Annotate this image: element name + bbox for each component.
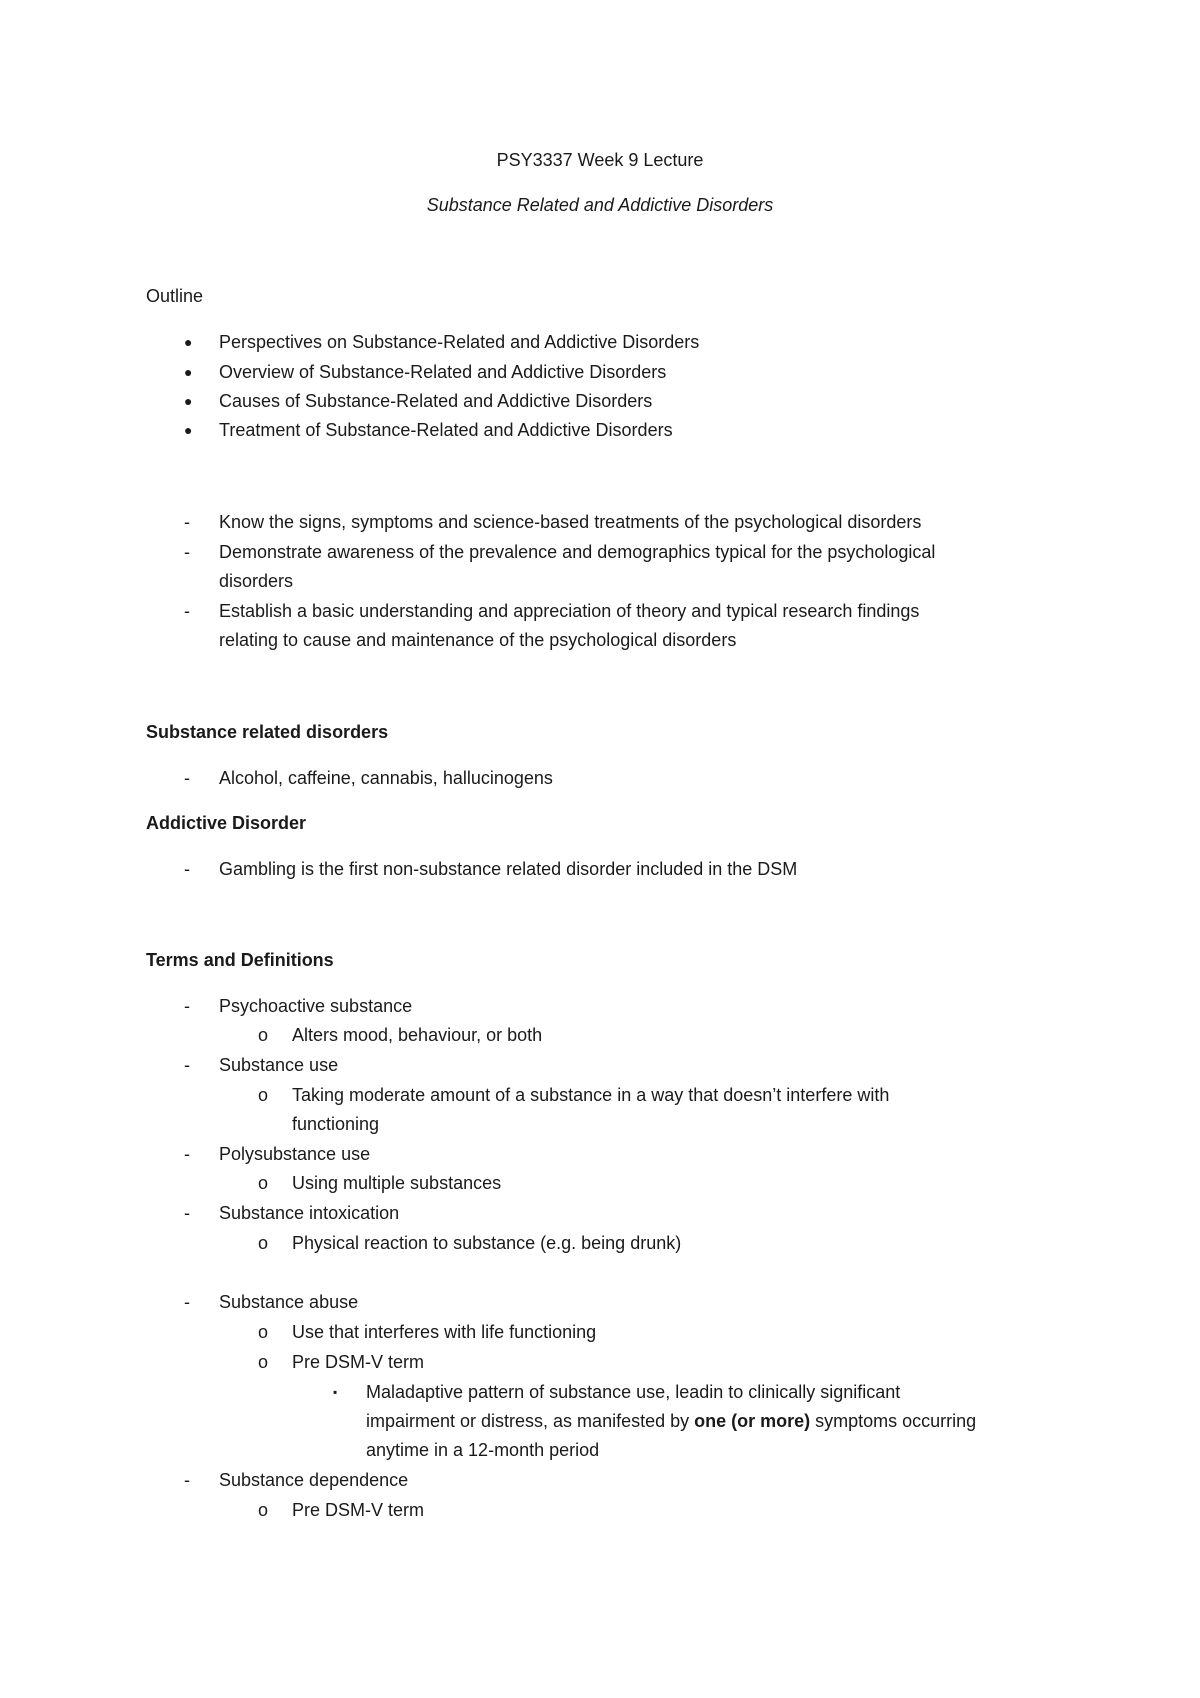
square-bullet-icon: ▪ [333,1385,338,1399]
definition: Physical reaction to substance (e.g. being drunk) [292,1233,682,1253]
bullet-dot-icon: ● [184,334,193,350]
section-heading-substance-related: Substance related disorders [146,722,389,742]
list-item: Overview of Substance-Related and Addictive Disorders [219,362,667,382]
circle-bullet-icon: o [258,1500,269,1520]
list-item: Gambling is the first non-substance related disorder included in the DSM [219,859,798,879]
definition-continuation: functioning [292,1114,380,1134]
bullet-dot-icon: ● [184,422,193,438]
section-heading-addictive: Addictive Disorder [146,813,307,833]
list-item: Establish a basic understanding and appreciation of theory and typical research findings [219,601,920,621]
dash-marker: - [184,1055,190,1075]
definition: Taking moderate amount of a substance in a way that doesn’t interfere with [292,1085,890,1105]
circle-bullet-icon: o [258,1025,269,1045]
circle-bullet-icon: o [258,1352,269,1372]
dash-marker: - [184,601,190,621]
dash-marker: - [184,768,190,788]
dash-marker: - [184,1144,190,1164]
list-item: Treatment of Substance-Related and Addictive Disorders [219,420,673,440]
emphasis-text: one (or more) [694,1411,811,1431]
circle-bullet-icon: o [258,1173,269,1193]
dash-marker: - [184,512,190,532]
definition: Use that interferes with life functioning [292,1322,597,1342]
dash-marker: - [184,859,190,879]
list-item: Causes of Substance-Related and Addictive Disorders [219,391,653,411]
term: Substance abuse [219,1292,359,1312]
definition: Using multiple substances [292,1173,502,1193]
bullet-dot-icon: ● [184,393,193,409]
list-item: Alcohol, caffeine, cannabis, hallucinogens [219,768,553,788]
term: Substance use [219,1055,339,1075]
page-subtitle: Substance Related and Addictive Disorders [426,195,774,215]
list-item: Demonstrate awareness of the prevalence and demographics typical for the psychological [219,542,936,562]
sub-definition-continuation: anytime in a 12-month period [366,1440,600,1460]
definition: Pre DSM-V term [292,1500,425,1520]
bullet-dot-icon: ● [184,364,193,380]
list-item-continuation: disorders [219,571,294,591]
dash-marker: - [184,1292,190,1312]
definition: Alters mood, behaviour, or both [292,1025,543,1045]
term: Psychoactive substance [219,996,413,1016]
sub-definition-text: symptoms occurring [810,1411,977,1431]
dash-marker: - [184,542,190,562]
list-item: Perspectives on Substance-Related and Addictive Disorders [219,332,700,352]
circle-bullet-icon: o [258,1233,269,1253]
sub-definition: Maladaptive pattern of substance use, leadin to clinically significant [366,1382,901,1402]
dash-marker: - [184,1203,190,1223]
definition: Pre DSM-V term [292,1352,425,1372]
term: Polysubstance use [219,1144,371,1164]
list-item: Know the signs, symptoms and science-based treatments of the psychological disorders [219,512,922,532]
page-title: PSY3337 Week 9 Lecture [496,150,704,170]
term: Substance intoxication [219,1203,400,1223]
sub-definition-text: impairment or distress, as manifested by [366,1411,695,1431]
term: Substance dependence [219,1470,409,1490]
circle-bullet-icon: o [258,1322,269,1342]
list-item-continuation: relating to cause and maintenance of the psychological disorders [219,630,737,650]
dash-marker: - [184,1470,190,1490]
outline-heading: Outline [146,286,204,306]
section-heading-terms: Terms and Definitions [146,950,334,970]
dash-marker: - [184,996,190,1016]
sub-definition-continuation [366,1409,976,1433]
circle-bullet-icon: o [258,1085,269,1105]
